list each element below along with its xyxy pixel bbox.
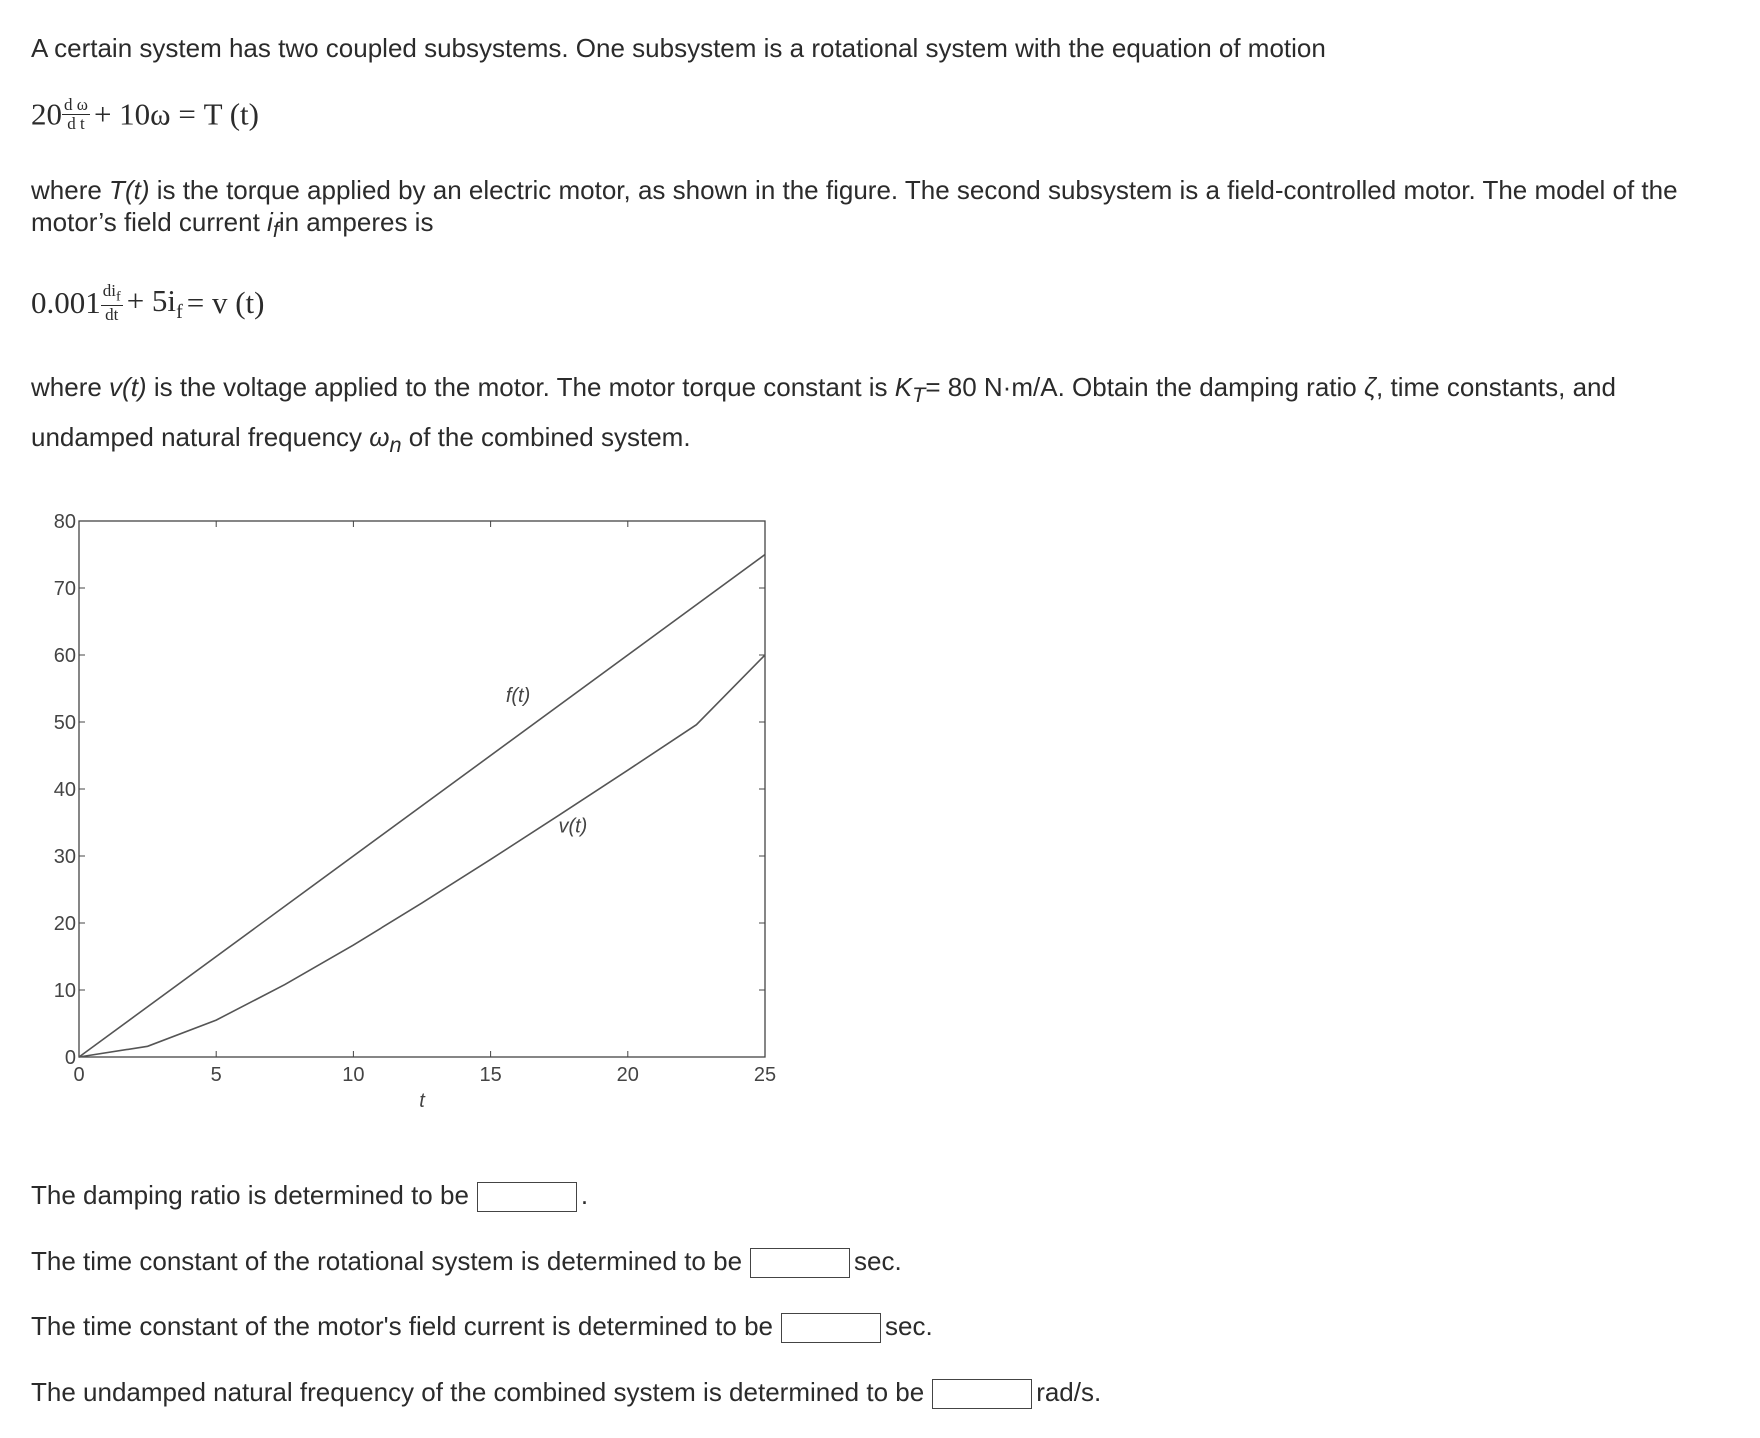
question-natural-frequency xyxy=(31,1375,1101,1409)
eq2-num-text: di xyxy=(102,281,116,300)
plot-frame xyxy=(79,521,765,1057)
rotational-unit: sec. xyxy=(854,1246,902,1276)
x-tick-label: 10 xyxy=(342,1064,365,1086)
para2-b: is the torque applied by an electric motor, as shown in the figure. The second subsystem is a field-controlled motor. The model of the motor’s field current xyxy=(31,175,1678,237)
y-tick-label: 50 xyxy=(53,712,76,734)
y-tick-label: 70 xyxy=(53,578,76,600)
eq2-denominator: dt xyxy=(105,305,119,325)
natural-frequency-input[interactable] xyxy=(932,1379,1032,1409)
voltage-arg: (t) xyxy=(122,372,147,402)
eq2-num-sub: f xyxy=(115,288,121,305)
frequency-unit: rad/s. xyxy=(1036,1377,1102,1407)
eq1-fraction xyxy=(62,96,90,133)
x-tick-label: 25 xyxy=(753,1064,777,1086)
torque-constant-sub: T xyxy=(912,382,926,408)
series-line-f xyxy=(79,555,765,1058)
field-current-symbol: i xyxy=(267,207,273,237)
x-axis-label: t xyxy=(419,1090,425,1110)
eq2-coefficient: 0.001 xyxy=(31,285,101,321)
eq1-denominator: d t xyxy=(67,114,85,133)
voltage-paragraph xyxy=(31,366,1731,466)
eq1-rest: + 10ω = T (t) xyxy=(93,96,259,132)
x-tick-label: 0 xyxy=(73,1064,85,1086)
damping-ratio-input[interactable] xyxy=(477,1182,577,1212)
torque-paragraph xyxy=(31,174,1721,246)
omega-symbol: ω xyxy=(369,422,390,453)
para3-c: = 80 N·m/A. Obtain the damping ratio xyxy=(925,372,1364,402)
field-current-sub: f xyxy=(272,217,279,243)
torque-constant-symbol: K xyxy=(894,372,913,402)
intro-text: A certain system has two coupled subsystems. One subsystem is a rotational system with the equation of motion xyxy=(31,33,1326,63)
eq2-mid-text: + 5i xyxy=(126,282,177,318)
equation-rotational xyxy=(31,96,259,133)
eq2-numerator xyxy=(101,282,123,306)
torque-symbol: T xyxy=(109,175,125,205)
para3-b: is the voltage applied to the motor. The motor torque constant is xyxy=(146,372,895,402)
damping-ratio-unit: . xyxy=(580,1180,589,1210)
omega-sub: n xyxy=(389,432,402,458)
field-time-constant-input[interactable] xyxy=(781,1313,881,1343)
series-label-v: v(t) xyxy=(558,815,588,838)
eq2-mid-sub: f xyxy=(176,300,183,323)
y-tick-label: 40 xyxy=(53,779,76,801)
x-tick-label: 20 xyxy=(616,1064,639,1086)
zeta-symbol: ζ xyxy=(1363,372,1377,402)
field-unit: sec. xyxy=(885,1311,933,1341)
question-field-text: The time constant of the motor's field current is determined to be xyxy=(31,1311,773,1341)
y-tick-label: 20 xyxy=(53,913,76,935)
para2-c: in amperes is xyxy=(278,207,434,237)
equation-field-current xyxy=(31,282,264,324)
y-tick-label: 0 xyxy=(64,1047,76,1069)
para3-e: of the combined system. xyxy=(401,422,691,453)
question-damping-ratio xyxy=(31,1178,588,1212)
para3-d: , time constants, and undamped natural frequency xyxy=(31,372,1616,453)
question-damping-ratio-text: The damping ratio is determined to be xyxy=(31,1180,469,1210)
y-tick-label: 80 xyxy=(53,511,76,533)
para3-a: where xyxy=(31,372,110,402)
torque-arg: (t) xyxy=(124,175,150,205)
y-tick-label: 10 xyxy=(53,980,76,1002)
eq1-numerator: d ω xyxy=(64,95,88,114)
para2-a: where xyxy=(31,175,110,205)
eq2-mid xyxy=(126,282,183,323)
y-tick-label: 60 xyxy=(53,645,76,667)
question-rotational-text: The time constant of the rotational system is determined to be xyxy=(31,1246,743,1276)
series-line-v xyxy=(79,655,765,1057)
eq2-rest: = v (t) xyxy=(186,285,265,321)
torque-voltage-chart xyxy=(0,490,820,1110)
x-tick-label: 15 xyxy=(479,1064,502,1086)
eq1-coefficient: 20 xyxy=(31,96,62,132)
series-label-f: f(t) xyxy=(505,684,531,707)
rotational-time-constant-input[interactable] xyxy=(750,1248,850,1278)
question-frequency-text: The undamped natural frequency of the combined system is determined to be xyxy=(31,1377,925,1407)
voltage-symbol: v xyxy=(109,372,123,402)
question-rotational-time-constant xyxy=(31,1244,902,1278)
y-tick-label: 30 xyxy=(53,846,76,868)
eq2-fraction xyxy=(101,282,123,324)
question-field-time-constant xyxy=(31,1309,933,1343)
x-tick-label: 5 xyxy=(210,1064,222,1086)
